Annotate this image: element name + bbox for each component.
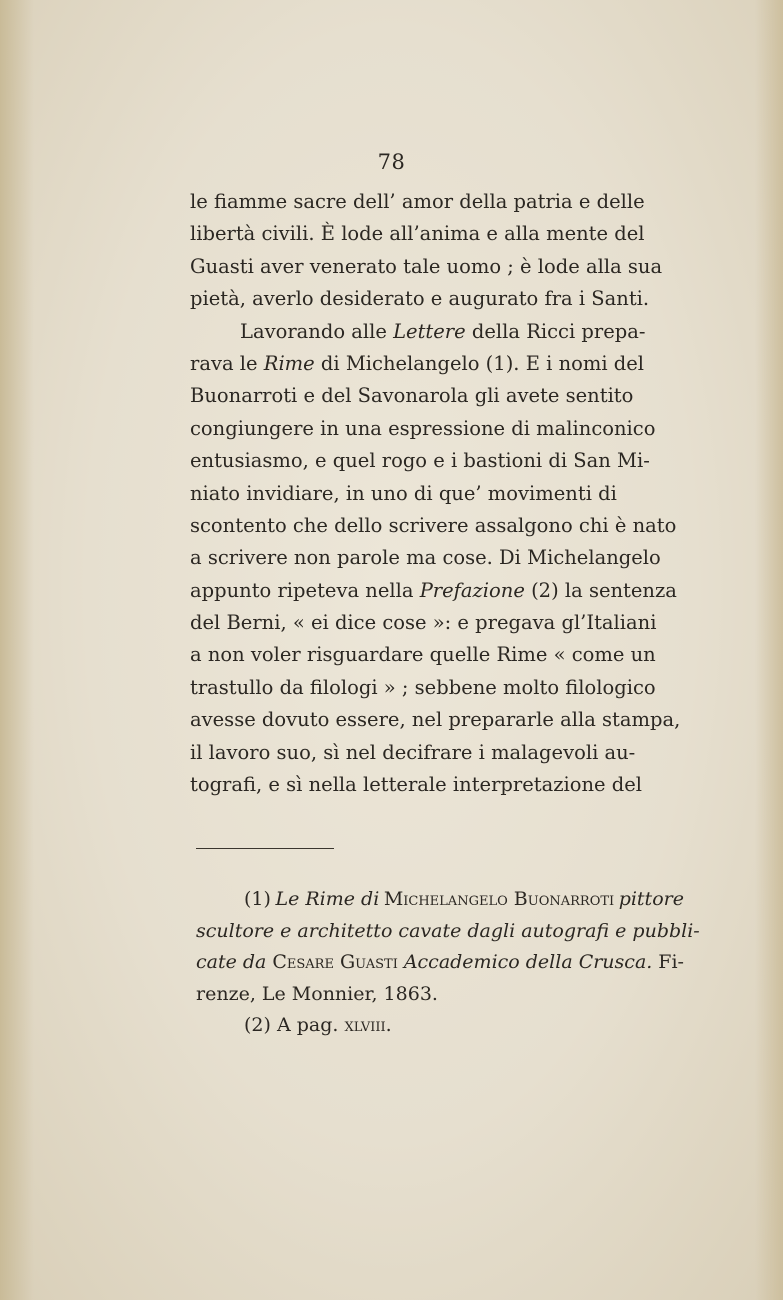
footnote-2-number: (2) [244, 1014, 271, 1036]
text-line: a non voler risguardare quelle Rime « come un [190, 643, 656, 667]
text-line: libertà civili. È lode all’anima e alla mente del [190, 222, 645, 246]
footnote-1-author: Michelangelo Buonarroti [383, 888, 615, 910]
text-span: (2) la sentenza [524, 578, 677, 602]
italic-title-rime: Rime [263, 351, 315, 375]
text-line: del Berni, « ei dice cose »: e pregava gl’Italiani [190, 611, 657, 635]
body-text [190, 186, 684, 801]
text-span: di Michelangelo (1). E i nomi del [314, 351, 645, 375]
text-span: della Ricci prepa- [465, 319, 646, 343]
text-line: a scrivere non parole ma cose. Di Michelangelo [190, 546, 661, 570]
footnote-1-line3-a: cate da [196, 951, 267, 973]
text-line: Guasti aver venerato tale uomo ; è lode alla sua [190, 254, 663, 278]
footnote-1-line [196, 947, 684, 979]
text-line: avesse dovuto essere, nel prepararle alla stampa, [190, 708, 681, 732]
text-span: appunto ripeteva nella [190, 578, 420, 602]
footnote-2-ref: xlviii. [344, 1014, 392, 1036]
text-span: rava le [190, 351, 264, 375]
footnote-1-line [196, 884, 684, 916]
footnote-1-title-b: pittore [618, 888, 684, 910]
footnote-1-title-a: Le Rime di [275, 888, 380, 910]
text-line: le fiamme sacre dell’ amor della patria e delle [190, 190, 645, 213]
footnote-1-line: scultore e architetto cavate dagli autografi e pubbli- [196, 919, 700, 942]
footnote-1-line3-b: Accademico della Crusca. [403, 951, 653, 973]
text-line: pietà, averlo desiderato e augurato fra i Santi. [190, 287, 650, 311]
text-line: tografi, e sì nella letterale interpretazione del [190, 773, 643, 797]
footnotes [196, 884, 700, 1042]
page-edge-shadow-left [0, 0, 34, 1300]
italic-title-prefazione: Prefazione [419, 578, 525, 602]
text-line: il lavoro suo, sì nel decifrare i malagevoli au- [190, 740, 636, 764]
text-span: Lavorando alle [240, 319, 394, 343]
page-number: 78 [377, 150, 406, 174]
footnote-1-editor: Cesare Guasti [272, 951, 398, 973]
italic-title-lettere: Lettere [393, 319, 466, 343]
text-line: scontento che dello scrivere assalgono chi è nato [190, 513, 677, 537]
text-line [190, 348, 684, 380]
text-line [190, 575, 684, 607]
footnote-2-text: A pag. [276, 1014, 339, 1036]
text-line: trastullo da filologi » ; sebbene molto filologico [190, 675, 656, 699]
text-line: entusiasmo, e quel rogo e i bastioni di San Mi- [190, 449, 650, 473]
footnote-1-line3-c: Fi- [658, 951, 684, 973]
footnote-1-line: renze, Le Monnier, 1863. [196, 982, 438, 1005]
text-line [190, 316, 684, 348]
text-line: niato invidiare, in uno di que’ movimenti di [190, 481, 617, 505]
page-edge-shadow-right [755, 0, 783, 1300]
text-line: congiungere in una espressione di malinconico [190, 416, 656, 440]
footnote-1-number: (1) [244, 888, 271, 910]
footnote-2 [196, 1010, 684, 1042]
footnote-separator [196, 848, 334, 849]
text-line: Buonarroti e del Savonarola gli avete sentito [190, 384, 634, 408]
